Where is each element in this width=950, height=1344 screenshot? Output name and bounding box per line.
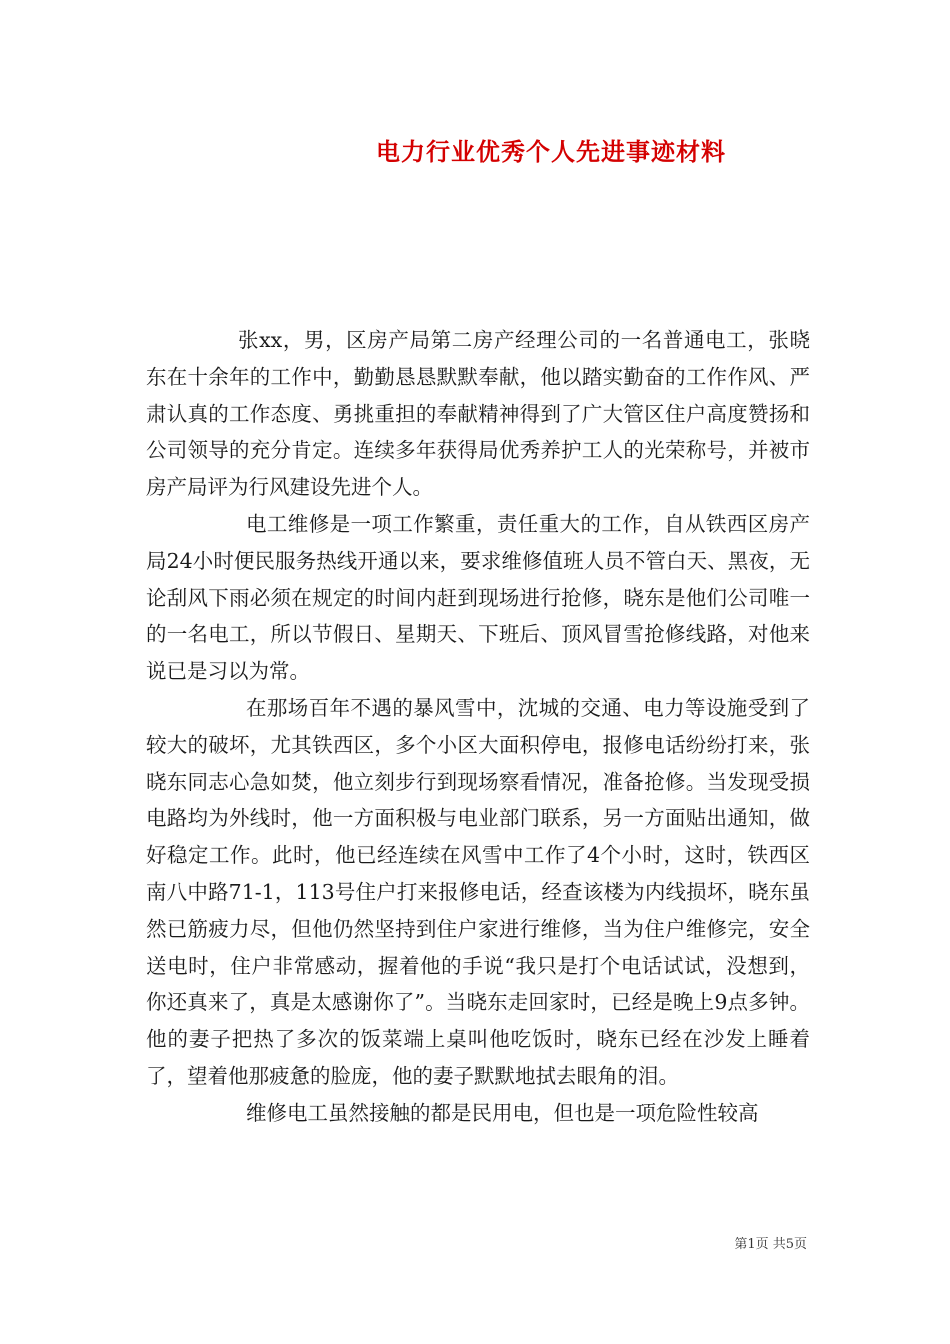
- paragraph-2: 电工维修是一项工作繁重，责任重大的工作，自从铁西区房产局24小时便民服务热线开通以来，要求维修值班人员不管白天、黑夜，无论刮风下雨必须在规定的时间内赶到现场进行抢修，晓东是他们公司唯一的一名电工，所以节假日、星期天、下班后、顶风冒雪抢修线路，对他来说已是习以为常。: [146, 511, 810, 684]
- paragraph-3: 在那场百年不遇的暴风雪中，沈城的交通、电力等设施受到了较大的破坏，尤其铁西区，多个小区大面积停电，报修电话纷纷打来，张晓东同志心急如焚，他立刻步行到现场察看情况，准备抢修。当发现受损电路均为外线时，他一方面积极与电业部门联系，另一方面贴出通知，做好稳定工作。此时，他已经连续在风雪中工作了4个小时，这时，铁西区南八中路71-1，113号住户打来报修电话，经查该楼为内线损坏，晓东虽然已筋疲力尽，但他仍然坚持到住户家进行维修，当为住户维修完，安全送电时，住户非常感动，握着他的手说“我只是打个电话试试，没想到，你还真来了，真是太感谢你了”。当晓东走回家时，已经是晚上9点多钟。他的妻子把热了多次的饭菜端上桌叫他吃饭时，晓东已经在沙发上睡着了，望着他那疲惫的脸庞，他的妻子默默地拭去眼角的泪。: [146, 695, 810, 1088]
- document-title: 电力行业优秀个人先进事迹材料: [376, 137, 726, 166]
- paragraph-1: 张xx，男，区房产局第二房产经理公司的一名普通电工，张晓东在十余年的工作中，勤勤恳恳默默奉献，他以踏实勤奋的工作作风、严肃认真的工作态度、勇挑重担的奉献精神得到了广大管区住户高度赞扬和公司领导的充分肯定。连续多年获得局优秀养护工人的光荣称号，并被市房产局评为行风建设先进个人。: [146, 328, 810, 500]
- page-footer: 第1页 共5页: [734, 1237, 807, 1252]
- paragraph-4: 维修电工虽然接触的都是民用电，但也是一项危险性较高: [246, 1100, 759, 1125]
- document-body: [146, 322, 810, 1132]
